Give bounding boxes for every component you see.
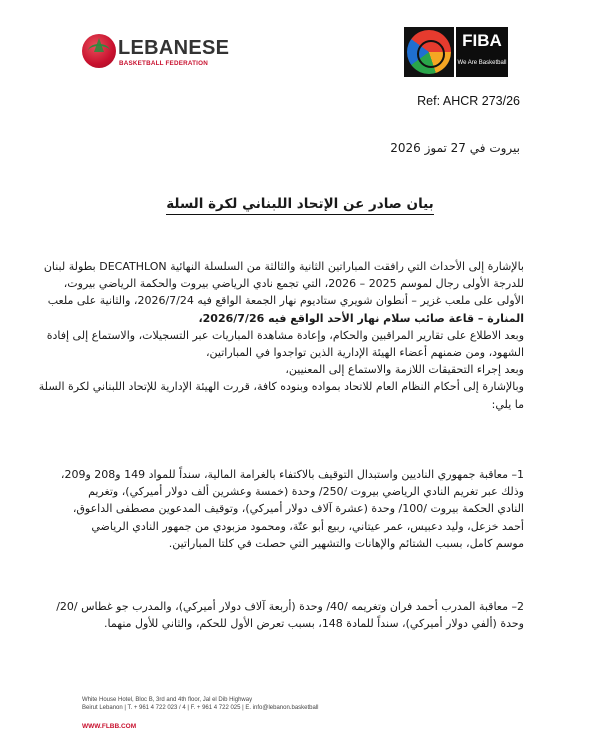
intro-line: وبعد الاطلاع على تقارير المراقبين والحكام، وإعادة مشاهدة المباريات عبر التسجيلات، والاستماع إلى إفادة (46, 328, 524, 342)
item1-line: موسم كامل، بسبب الشتائم والإهانات والتشهير التي حصلت في كلتا المباراتين. (168, 536, 524, 550)
footer-url[interactable]: WWW.FLBB.COM (82, 723, 137, 730)
fiba-ball-logo (404, 27, 454, 77)
item1-line: النادي الحكمة بيروت /100/ وحدة (عشرة آلاف دولار أميركي)، وتوقيف المدعوين مصطفى الداعوق، (72, 502, 524, 516)
lbf-name: LEBANESE (118, 37, 230, 59)
intro-line: المنارة – قاعة صائب سلام نهار الأحد الواقع فيه 2026/7/26، (198, 311, 524, 325)
item1-line: وذلك عبر تغريم النادي الرياضي بيروت /250/ وحدة (خمسة وعشرين ألف دولار أميركي)، وتغريم (88, 485, 524, 499)
intro-line: وبعد إجراء التحقيقات اللازمة والاستماع إلى المعنيين، (285, 363, 524, 377)
item1-line: أحمد خزعل، وليد دعبيس، عمر عيتاني، ربيع أبو عتّة، ومحمود مزبودي من جمهور النادي الرياضي (91, 519, 524, 533)
intro-line: الأولى على ملعب غزير – أنطوان شويري ستاديوم نهار الجمعة الواقع فيه 2026/7/24، والثانية على ملعب (47, 294, 524, 308)
fiba-word: FIBA (462, 31, 502, 50)
title-text: بيان صادر عن الإتحاد اللبناني لكرة السلة (166, 196, 433, 215)
intro-line: ما يلي: (491, 397, 524, 411)
basketball-icon (407, 30, 451, 74)
document-title (40, 196, 560, 212)
decision-item-1 (44, 466, 524, 552)
intro-line: وبالإشارة إلى أحكام النظام العام للاتحاد بمواده وبنوده كافة، قررت الهيئة الإدارية للإتحاد اللبناني لكرة السلة (38, 380, 524, 394)
document-date: بيروت في 27 تموز 2026 (390, 141, 520, 155)
item2-line: وحدة (ألفي دولار أميركي)، سنداً للمادة 148، بسبب تعرض الأول للحكم، والثاني للأول منهما. (104, 617, 524, 631)
intro-paragraph (38, 258, 524, 413)
item2-line: 2– معاقبة المدرب أحمد فران وتغريمه /40/ وحدة (أربعة آلاف دولار أميركي)، والمدرب جو غطاس /20/ (56, 600, 524, 613)
fiba-tagline: We Are Basketball (457, 60, 507, 66)
basketball-cedar-icon (82, 34, 116, 68)
footer-address: White House Hotel, Bloc B, 3rd and 4th floor, Jal el Dib Highway (82, 697, 253, 703)
intro-line: للدرجة الأولى رجال لموسم 2025 – 2026، التي تجمع نادي الرياضي بيروت والحكمة الرياضي بيروت، (63, 277, 524, 291)
intro-line: الشهود، ومن ضمنهم أعضاء الهيئة الإدارية الذين تواجدوا في المباراتين، (205, 346, 524, 360)
intro-line: بالإشارة إلى الأحداث التي رافقت المباراتين الثانية والثالثة من السلسلة النهائية DECATHLON بطولة لبنان (43, 260, 524, 273)
lbf-logo (82, 34, 230, 72)
lbf-subtitle: BASKETBALL FEDERATION (119, 60, 208, 67)
fiba-logo (456, 27, 508, 77)
item1-line: 1– معاقبة جمهوري الناديين واستبدال التوقيف بالاكتفاء بالغرامة المالية، سنداً للمواد 149 و208 و209، (60, 468, 524, 481)
footer (82, 696, 522, 730)
footer-contact: Beirut Lebanon | T. + 961 4 722 023 / 4 | F. + 961 4 722 025 | E. info@lebanon.basketball (82, 705, 319, 711)
reference-number: Ref: AHCR 273/26 (417, 94, 520, 108)
decision-item-2 (44, 598, 524, 632)
